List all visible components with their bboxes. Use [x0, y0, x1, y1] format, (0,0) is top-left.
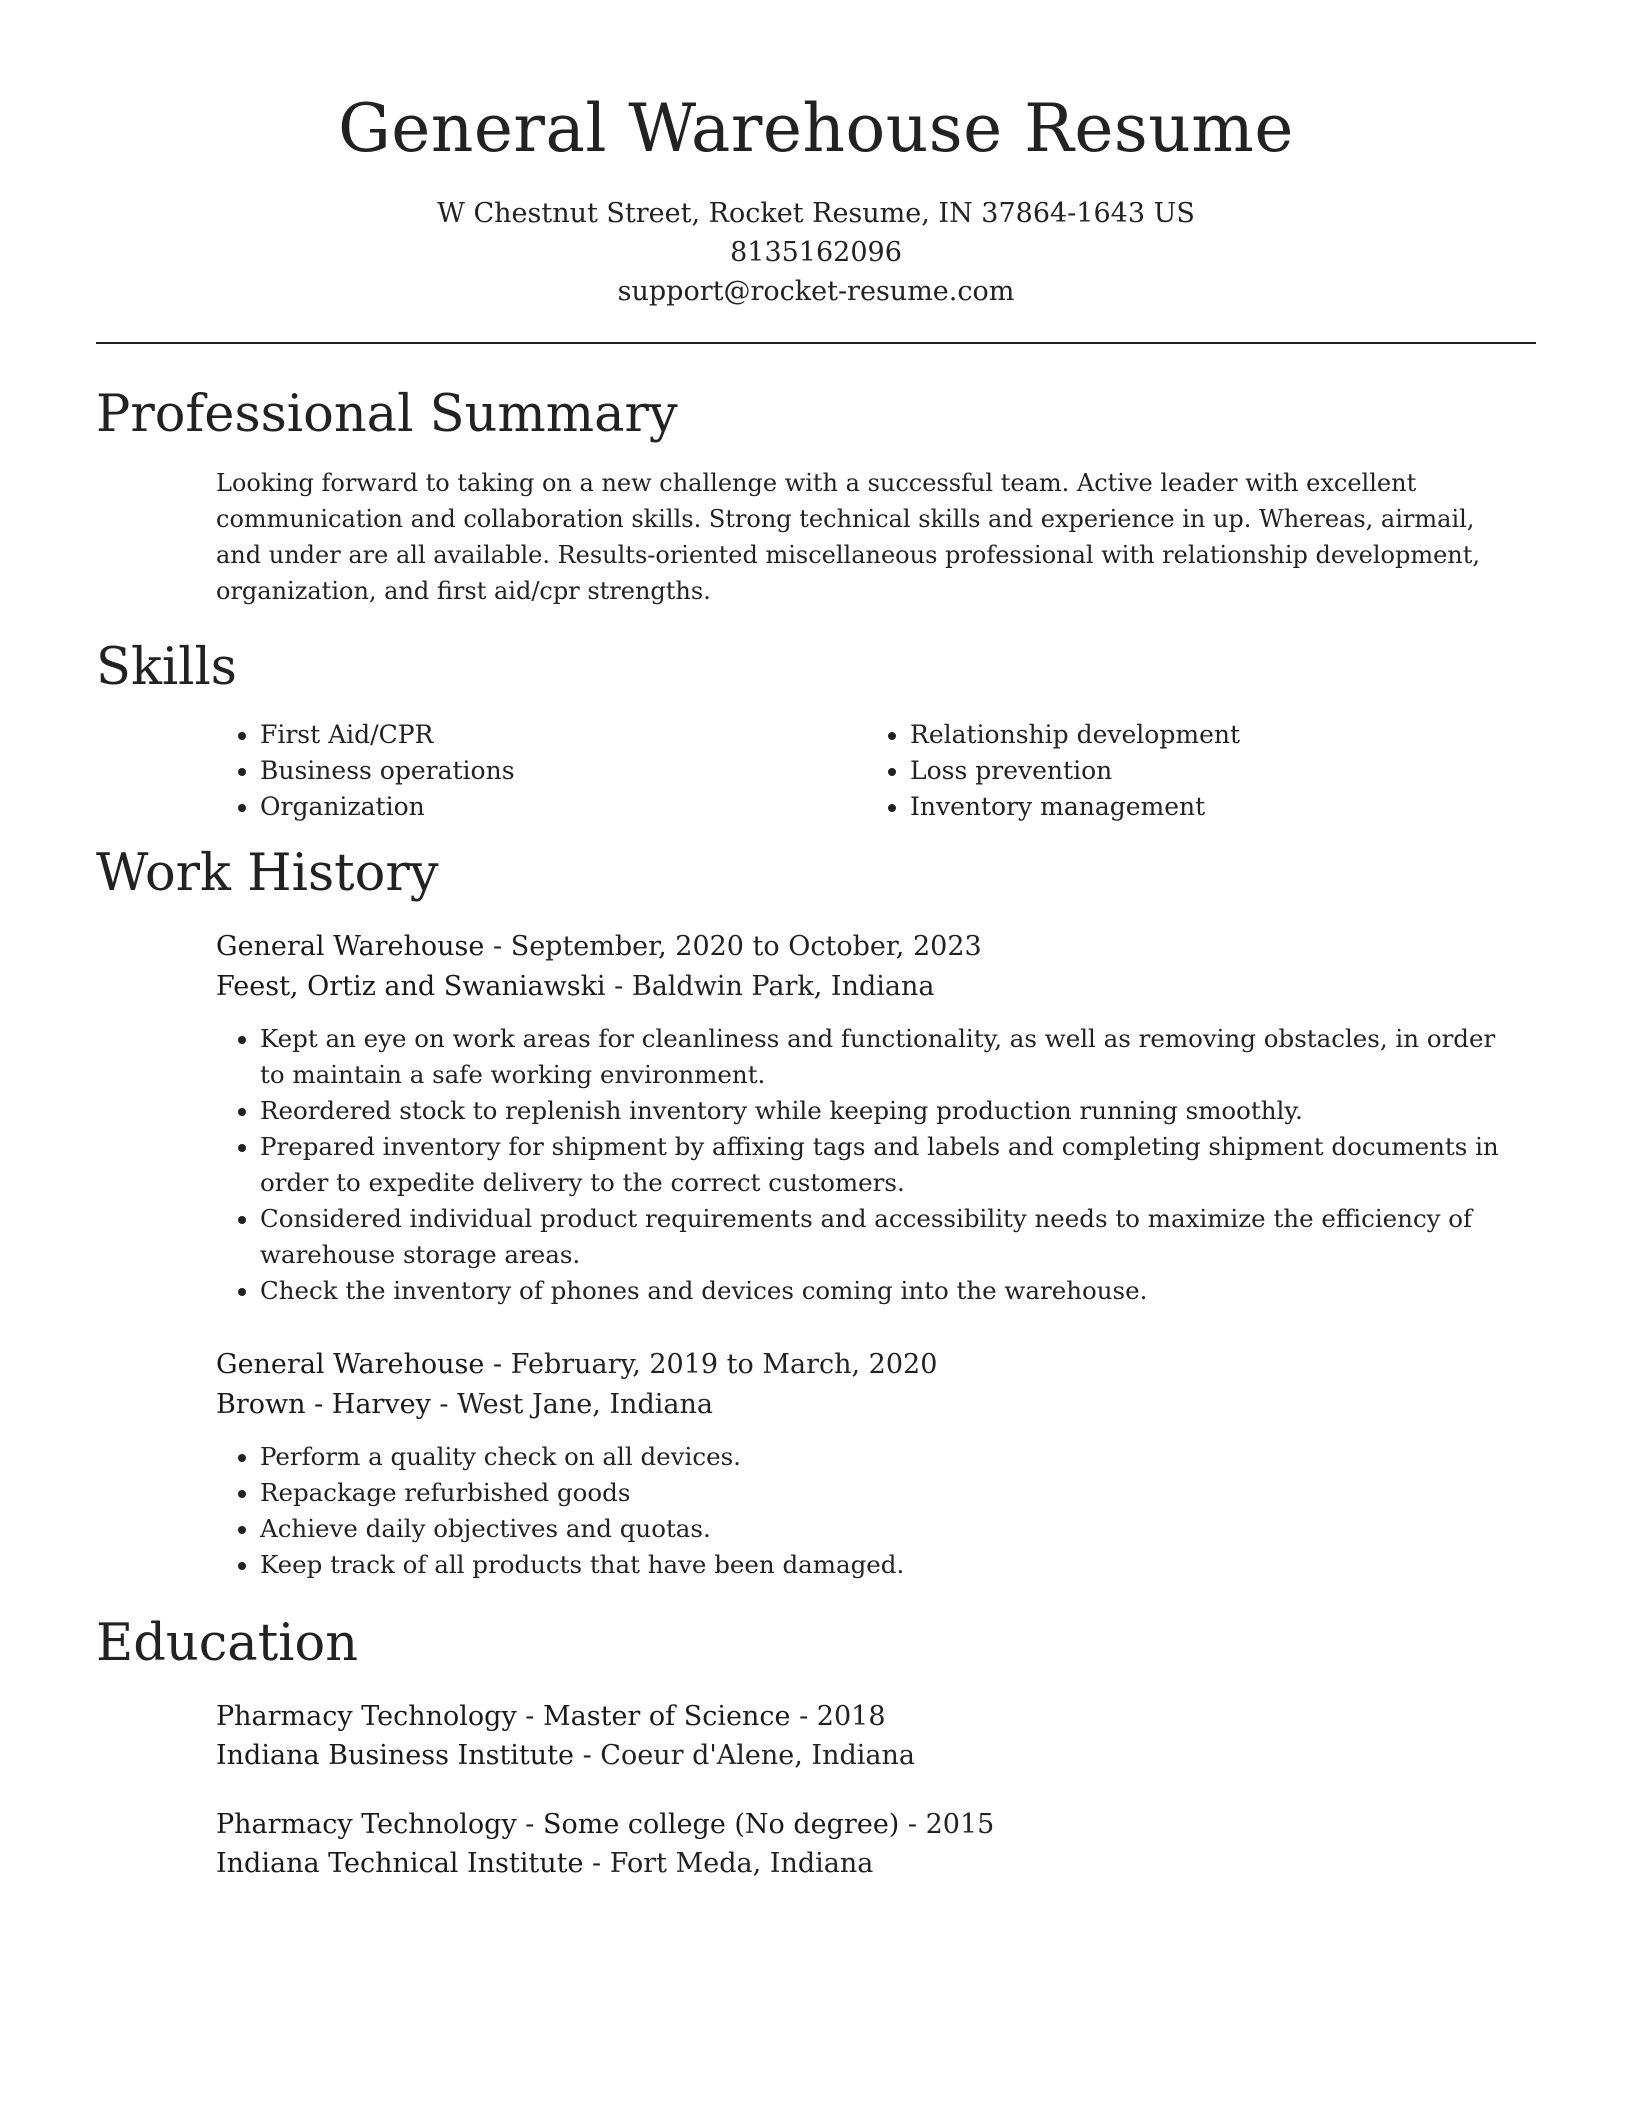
section-heading-skills: Skills: [96, 638, 237, 697]
job-dates: February, 2019 to March, 2020: [510, 1349, 938, 1380]
education-location: Coeur d'Alene, Indiana: [600, 1740, 915, 1771]
section-skills: [96, 637, 1536, 825]
job-entry: [96, 1345, 1536, 1583]
education-field: Pharmacy Technology: [216, 1809, 517, 1840]
job-bullet: • Prepared inventory for shipment by affixing tags and labels and completing shipment documents in order to expedite delivery to the correct customers.: [260, 1129, 1526, 1201]
education-degree-line: Pharmacy Technology - Master of Science - 2018: [216, 1701, 886, 1732]
job-bullet: • Reordered stock to replenish inventory while keeping production running smoothly.: [260, 1093, 1526, 1129]
education-entry: [96, 1805, 1536, 1883]
contact-address: W Chestnut Street, Rocket Resume, IN 37864-1643 US: [437, 198, 1195, 229]
job-bullets: [216, 1021, 1536, 1309]
job-location: Baldwin Park, Indiana: [631, 971, 935, 1002]
job-bullet: • Check the inventory of phones and devices coming into the warehouse.: [260, 1273, 1526, 1309]
skill-item: • Organization: [260, 789, 866, 825]
skills-column-right: [866, 717, 1516, 825]
job-bullet: • Repackage refurbished goods: [260, 1475, 1526, 1511]
skill-item: • Business operations: [260, 753, 866, 789]
job-bullet: • Considered individual product requirements and accessibility needs to maximize the efficiency of warehouse storage areas.: [260, 1201, 1526, 1273]
job-company-line: Feest, Ortiz and Swaniawski - Baldwin Park, Indiana: [216, 971, 935, 1002]
section-professional-summary: [96, 384, 1536, 609]
skill-item: • First Aid/CPR: [260, 717, 866, 753]
job-company: Feest, Ortiz and Swaniawski: [216, 971, 606, 1002]
section-education: [96, 1613, 1536, 1883]
education-degree: Some college (No degree): [543, 1809, 900, 1840]
skills-column-left: [216, 717, 866, 825]
job-company-line: Brown - Harvey - West Jane, Indiana: [216, 1389, 713, 1420]
job-title-line: General Warehouse - February, 2019 to March, 2020: [216, 1349, 938, 1380]
job-bullet: • Perform a quality check on all devices.: [260, 1439, 1526, 1475]
education-degree-line: Pharmacy Technology - Some college (No degree) - 2015: [216, 1809, 995, 1840]
header-divider: [96, 342, 1536, 344]
job-bullets: [216, 1439, 1536, 1583]
job-title: General Warehouse: [216, 1349, 485, 1380]
education-school: Indiana Business Institute: [216, 1740, 574, 1771]
education-school: Indiana Technical Institute: [216, 1848, 584, 1879]
education-degree: Master of Science: [543, 1701, 791, 1732]
job-bullet: • Keep track of all products that have been damaged.: [260, 1547, 1526, 1583]
job-title: General Warehouse: [216, 931, 485, 962]
education-location: Fort Meda, Indiana: [609, 1848, 874, 1879]
job-bullet: • Achieve daily objectives and quotas.: [260, 1511, 1526, 1547]
contact-email: support@rocket-resume.com: [617, 276, 1015, 307]
education-school-line: Indiana Business Institute - Coeur d'Alene, Indiana: [216, 1740, 915, 1771]
job-location: West Jane, Indiana: [457, 1389, 713, 1420]
skill-item: • Inventory management: [910, 789, 1516, 825]
job-bullet: • Kept an eye on work areas for cleanliness and functionality, as well as removing obstacles, in order to maintain a safe working environment.: [260, 1021, 1526, 1093]
skill-item: • Loss prevention: [910, 753, 1516, 789]
job-entry: [96, 927, 1536, 1309]
skill-item: • Relationship development: [910, 717, 1516, 753]
section-work-history: [96, 843, 1536, 1583]
skills-columns: [96, 717, 1536, 825]
section-heading-work: Work History: [96, 844, 439, 903]
job-company: Brown - Harvey: [216, 1389, 431, 1420]
job-title-line: General Warehouse - September, 2020 to October, 2023: [216, 931, 982, 962]
resume-header: [96, 0, 1536, 311]
job-dates: September, 2020 to October, 2023: [510, 931, 982, 962]
education-entry: [96, 1697, 1536, 1775]
contact-block: [96, 194, 1536, 311]
resume-title: General Warehouse Resume: [338, 90, 1294, 167]
education-school-line: Indiana Technical Institute - Fort Meda, Indiana: [216, 1848, 874, 1879]
section-heading-summary: Professional Summary: [96, 385, 678, 444]
section-heading-education: Education: [96, 1614, 359, 1673]
education-field: Pharmacy Technology: [216, 1701, 517, 1732]
education-year: 2015: [925, 1809, 995, 1840]
education-year: 2018: [816, 1701, 886, 1732]
summary-text: Looking forward to taking on a new challenge with a successful team. Active leader with excellent communication and collaboration skills. Strong technical skills and experience in up. Whereas, airmail, and under are all available. Results-oriented miscellaneous professional with relationship development, organization, and first aid/cpr strengths.: [216, 469, 1481, 605]
contact-phone: 8135162096: [730, 237, 902, 268]
